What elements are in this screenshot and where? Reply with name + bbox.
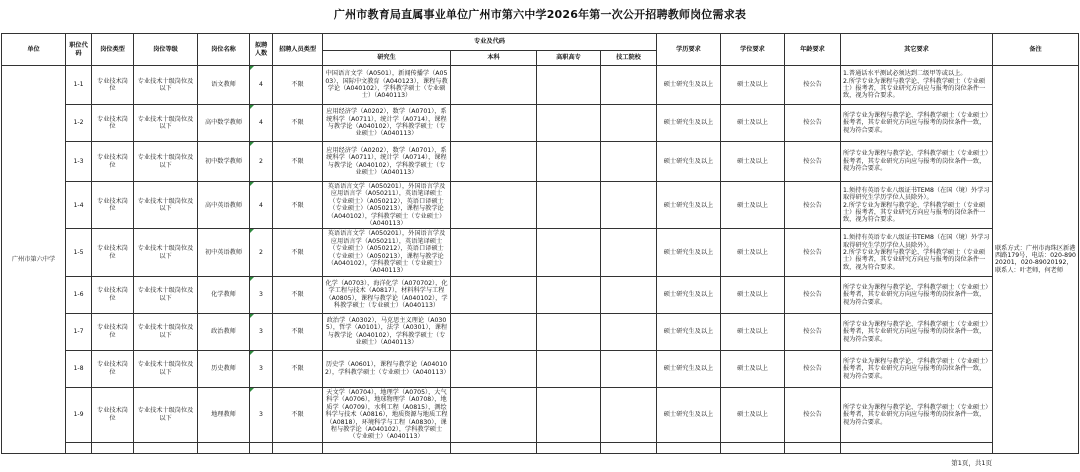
- cell-post-level: 专业技术十级岗位及以下: [134, 229, 198, 276]
- cell-empty: [198, 442, 250, 453]
- cell-degree: 硕士及以上: [721, 387, 785, 442]
- table-row: [2, 350, 1079, 387]
- col-age: 年龄要求: [785, 34, 841, 66]
- cell-post-name: 地理教师: [198, 387, 250, 442]
- cell-post-level: 专业技术十级岗位及以下: [134, 350, 198, 387]
- cell-post-name: 历史教师: [198, 350, 250, 387]
- cell-empty: [66, 442, 92, 453]
- cell-college: [537, 182, 601, 229]
- cell-empty: [785, 442, 841, 453]
- cell-age: 按公告: [785, 313, 841, 350]
- table-row: [2, 142, 1079, 182]
- cell-recruit-type: 不限: [273, 350, 323, 387]
- cell-tech: [601, 387, 657, 442]
- cell-undergrad: [451, 182, 537, 229]
- cell-empty: [657, 442, 721, 453]
- cell-degree: 硕士及以上: [721, 229, 785, 276]
- cell-post-name: 初中英语教师: [198, 229, 250, 276]
- table-row: [2, 229, 1079, 276]
- cell-post-type: 专业技术岗位: [92, 276, 134, 313]
- cell-count: 4: [250, 66, 273, 105]
- cell-graduate: 英语语言文学（A050201），外国语言学及应用语言学（A050211），英语笔译硕士（专业硕士）（A050212），英语口译硕士（专业硕士）（A050213），课程与教学论（A040102），学科教学硕士（专业硕士）（A040113）: [323, 182, 451, 229]
- cell-graduate: 应用经济学（A0202），数学（A0701），系统科学（A0711），统计学（A0714），课程与教学论（A040102），学科教学硕士（专业硕士）（A040113）: [323, 105, 451, 142]
- col-unit: 单位: [2, 34, 66, 66]
- cell-degree: 硕士及以上: [721, 350, 785, 387]
- col-remark: 备注: [993, 34, 1079, 66]
- col-recruit-type: 招聘人员类型: [273, 34, 323, 66]
- col-post-type: 岗位类型: [92, 34, 134, 66]
- cell-count: 2: [250, 142, 273, 182]
- cell-code: 1-1: [66, 66, 92, 105]
- table-row: [2, 387, 1079, 442]
- cell-edu: 硕士研究生及以上: [657, 350, 721, 387]
- cell-post-type: 专业技术岗位: [92, 313, 134, 350]
- cell-count: 4: [250, 105, 273, 142]
- cell-post-level: 专业技术十级岗位及以下: [134, 105, 198, 142]
- cell-empty: [721, 442, 785, 453]
- cell-other: 1.须持有英语专业八级证书TEM8（在国（境）外学习取得研究生学历学位人员除外）。 2.所学专业为课程与教学论、学科教学硕士（专业硕士）报考者，其专业研究方向应与报考的岗位条件一致，视为符合要求。: [841, 229, 993, 276]
- cell-tech: [601, 105, 657, 142]
- cell-edu: 硕士研究生及以上: [657, 142, 721, 182]
- cell-other: 1.普通话水平测试必须达到二级甲等或以上。 2.所学专业为课程与教学论、学科教学硕士（专业硕士）报考者，其专业研究方向应与报考的岗位条件一致，视为符合要求。: [841, 66, 993, 105]
- cell-edu: 硕士研究生及以上: [657, 313, 721, 350]
- cell-recruit-type: 不限: [273, 142, 323, 182]
- cell-post-level: 专业技术十级岗位及以下: [134, 66, 198, 105]
- col-post-name: 岗位名称: [198, 34, 250, 66]
- cell-post-name: 初中数学教师: [198, 142, 250, 182]
- cell-graduate: 中国语言文学（A0501），新闻传播学（A0503），国际中文教育（A040123），课程与教学论（A040102），学科教学硕士（专业硕士）（A040113）: [323, 66, 451, 105]
- cell-tech: [601, 182, 657, 229]
- table-row-empty: [2, 442, 1079, 453]
- col-college: 高职高专: [537, 51, 601, 66]
- cell-college: [537, 105, 601, 142]
- cell-recruit-type: 不限: [273, 182, 323, 229]
- cell-undergrad: [451, 142, 537, 182]
- cell-undergrad: [451, 276, 537, 313]
- table-row: [2, 66, 1079, 105]
- cell-recruit-type: 不限: [273, 229, 323, 276]
- cell-post-name: 高中英语教师: [198, 182, 250, 229]
- cell-post-type: 专业技术岗位: [92, 229, 134, 276]
- header-row: [2, 34, 1079, 51]
- cell-post-level: 专业技术十级岗位及以下: [134, 276, 198, 313]
- col-tech: 技工院校: [601, 51, 657, 66]
- cell-post-name: 政治教师: [198, 313, 250, 350]
- cell-post-level: 专业技术十级岗位及以下: [134, 313, 198, 350]
- cell-tech: [601, 229, 657, 276]
- cell-undergrad: [451, 66, 537, 105]
- cell-undergrad: [451, 105, 537, 142]
- cell-college: [537, 142, 601, 182]
- cell-post-name: 语文教师: [198, 66, 250, 105]
- cell-other: 所学专业为课程与教学论、学科教学硕士（专业硕士）报考者，其专业研究方向应与报考的岗位条件一致，视为符合要求。: [841, 276, 993, 313]
- cell-undergrad: [451, 387, 537, 442]
- col-edu: 学历要求: [657, 34, 721, 66]
- cell-age: 按公告: [785, 229, 841, 276]
- cell-age: 按公告: [785, 276, 841, 313]
- cell-empty: [841, 442, 993, 453]
- cell-undergrad: [451, 313, 537, 350]
- cell-post-type: 专业技术岗位: [92, 182, 134, 229]
- cell-count: 3: [250, 387, 273, 442]
- cell-tech: [601, 313, 657, 350]
- cell-empty: [537, 442, 601, 453]
- col-undergrad: 本科: [451, 51, 537, 66]
- cell-code: 1-8: [66, 350, 92, 387]
- cell-age: 按公告: [785, 387, 841, 442]
- col-code: 职位代码: [66, 34, 92, 66]
- cell-degree: 硕士及以上: [721, 142, 785, 182]
- cell-age: 按公告: [785, 182, 841, 229]
- col-count: 拟聘人数: [250, 34, 273, 66]
- cell-count: 3: [250, 276, 273, 313]
- table-row: [2, 276, 1079, 313]
- cell-edu: 硕士研究生及以上: [657, 229, 721, 276]
- cell-empty: [92, 442, 134, 453]
- cell-degree: 硕士及以上: [721, 182, 785, 229]
- cell-college: [537, 313, 601, 350]
- col-post-level: 岗位等级: [134, 34, 198, 66]
- cell-college: [537, 387, 601, 442]
- cell-post-type: 专业技术岗位: [92, 142, 134, 182]
- cell-code: 1-6: [66, 276, 92, 313]
- cell-other: 所学专业为课程与教学论、学科教学硕士（专业硕士）报考者，其专业研究方向应与报考的岗位条件一致，视为符合要求。: [841, 142, 993, 182]
- cell-code: 1-7: [66, 313, 92, 350]
- cell-other: 所学专业为课程与教学论、学科教学硕士（专业硕士）报考者，其专业研究方向应与报考的岗位条件一致，视为符合要求。: [841, 313, 993, 350]
- cell-post-type: 专业技术岗位: [92, 66, 134, 105]
- cell-age: 按公告: [785, 66, 841, 105]
- cell-post-type: 专业技术岗位: [92, 105, 134, 142]
- cell-post-name: 化学教师: [198, 276, 250, 313]
- cell-unit: 广州市第六中学: [2, 66, 66, 454]
- cell-degree: 硕士及以上: [721, 66, 785, 105]
- cell-tech: [601, 350, 657, 387]
- cell-recruit-type: 不限: [273, 66, 323, 105]
- cell-graduate: 历史学（A0601），课程与教学论（A040102），学科教学硕士（专业硕士）（A040113）: [323, 350, 451, 387]
- cell-tech: [601, 142, 657, 182]
- cell-degree: 硕士及以上: [721, 105, 785, 142]
- cell-graduate: 化学（A0703），海洋化学（A070702），化学工程与技术（A0817），材料科学与工程（A0805），课程与教学论（A040102），学科教学硕士（专业硕士）（A040113）: [323, 276, 451, 313]
- cell-count: 3: [250, 350, 273, 387]
- recruitment-table: [1, 33, 1079, 454]
- cell-recruit-type: 不限: [273, 313, 323, 350]
- cell-other: 1.须持有英语专业八级证书TEM8（在国（境）外学习取得研究生学历学位人员除外）。 2.所学专业为课程与教学论、学科教学硕士（专业硕士）报考者，其专业研究方向应与报考的岗位条件一致，视为符合要求。: [841, 182, 993, 229]
- cell-post-level: 专业技术十级岗位及以下: [134, 387, 198, 442]
- cell-empty: [323, 442, 451, 453]
- cell-tech: [601, 276, 657, 313]
- cell-code: 1-2: [66, 105, 92, 142]
- cell-empty: [250, 442, 273, 453]
- cell-degree: 硕士及以上: [721, 276, 785, 313]
- table-row: [2, 313, 1079, 350]
- cell-empty: [134, 442, 198, 453]
- cell-empty: [273, 442, 323, 453]
- cell-code: 1-4: [66, 182, 92, 229]
- cell-graduate: 英语语言文学（A050201），外国语言学及应用语言学（A050211），英语笔译硕士（专业硕士）（A050212），英语口译硕士（专业硕士）（A050213），课程与教学论（A040102），学科教学硕士（专业硕士）（A040113）: [323, 229, 451, 276]
- cell-count: 2: [250, 229, 273, 276]
- cell-remark: 联系方式：广州市海珠区新港西路179号，电话：020-89020201，020-89020192，联系人：叶老师，何老师: [993, 66, 1079, 454]
- cell-age: 按公告: [785, 350, 841, 387]
- col-other: 其它要求: [841, 34, 993, 66]
- cell-college: [537, 66, 601, 105]
- cell-post-level: 专业技术十级岗位及以下: [134, 142, 198, 182]
- cell-edu: 硕士研究生及以上: [657, 387, 721, 442]
- cell-code: 1-9: [66, 387, 92, 442]
- cell-edu: 硕士研究生及以上: [657, 182, 721, 229]
- col-degree: 学位要求: [721, 34, 785, 66]
- cell-graduate: 应用经济学（A0202），数学（A0701），系统科学（A0711），统计学（A0714），课程与教学论（A040102），学科教学硕士（专业硕士）（A040113）: [323, 142, 451, 182]
- cell-college: [537, 276, 601, 313]
- cell-college: [537, 350, 601, 387]
- cell-count: 4: [250, 182, 273, 229]
- cell-undergrad: [451, 350, 537, 387]
- cell-graduate: 政治学（A0302），马克思主义理论（A0305），哲学（A0101），法学（A0301），课程与教学论（A040102），学科教学硕士（专业硕士）（A040113）: [323, 313, 451, 350]
- cell-edu: 硕士研究生及以上: [657, 66, 721, 105]
- col-major: 专业及代码: [323, 34, 657, 51]
- cell-tech: [601, 66, 657, 105]
- cell-post-type: 专业技术岗位: [92, 350, 134, 387]
- cell-graduate: 天文学（A0704），地理学（A0705），大气科学（A0706），地球物理学（A0708），地质学（A0709），水利工程（A0815），测绘科学与技术（A0816），地质资源与地质工程（A0818），环境科学与工程（A0830），课程与教学论（A040102），学科教学硕士（专业硕士）（A040113）: [323, 387, 451, 442]
- page-footer: 第1页，共1页: [951, 459, 992, 467]
- cell-post-type: 专业技术岗位: [92, 387, 134, 442]
- cell-count: 3: [250, 313, 273, 350]
- cell-other: 所学专业为课程与教学论、学科教学硕士（专业硕士）报考者，其专业研究方向应与报考的岗位条件一致，视为符合要求。: [841, 350, 993, 387]
- table-row: [2, 182, 1079, 229]
- cell-empty: [601, 442, 657, 453]
- cell-other: 所学专业为课程与教学论、学科教学硕士（专业硕士）报考者，其专业研究方向应与报考的岗位条件一致，视为符合要求。: [841, 105, 993, 142]
- page-title: 广州市教育局直属事业单位广州市第六中学2026年第一次公开招聘教师岗位需求表: [333, 8, 747, 21]
- cell-college: [537, 229, 601, 276]
- cell-recruit-type: 不限: [273, 387, 323, 442]
- cell-undergrad: [451, 229, 537, 276]
- col-graduate: 研究生: [323, 51, 451, 66]
- cell-code: 1-5: [66, 229, 92, 276]
- cell-post-level: 专业技术十级岗位及以下: [134, 182, 198, 229]
- cell-age: 按公告: [785, 142, 841, 182]
- cell-recruit-type: 不限: [273, 105, 323, 142]
- cell-edu: 硕士研究生及以上: [657, 276, 721, 313]
- cell-edu: 硕士研究生及以上: [657, 105, 721, 142]
- cell-age: 按公告: [785, 105, 841, 142]
- table-row: [2, 105, 1079, 142]
- cell-code: 1-3: [66, 142, 92, 182]
- cell-other: 所学专业为课程与教学论、学科教学硕士（专业硕士）报考者，其专业研究方向应与报考的岗位条件一致，视为符合要求。: [841, 387, 993, 442]
- cell-post-name: 高中数学教师: [198, 105, 250, 142]
- cell-recruit-type: 不限: [273, 276, 323, 313]
- cell-degree: 硕士及以上: [721, 313, 785, 350]
- cell-empty: [451, 442, 537, 453]
